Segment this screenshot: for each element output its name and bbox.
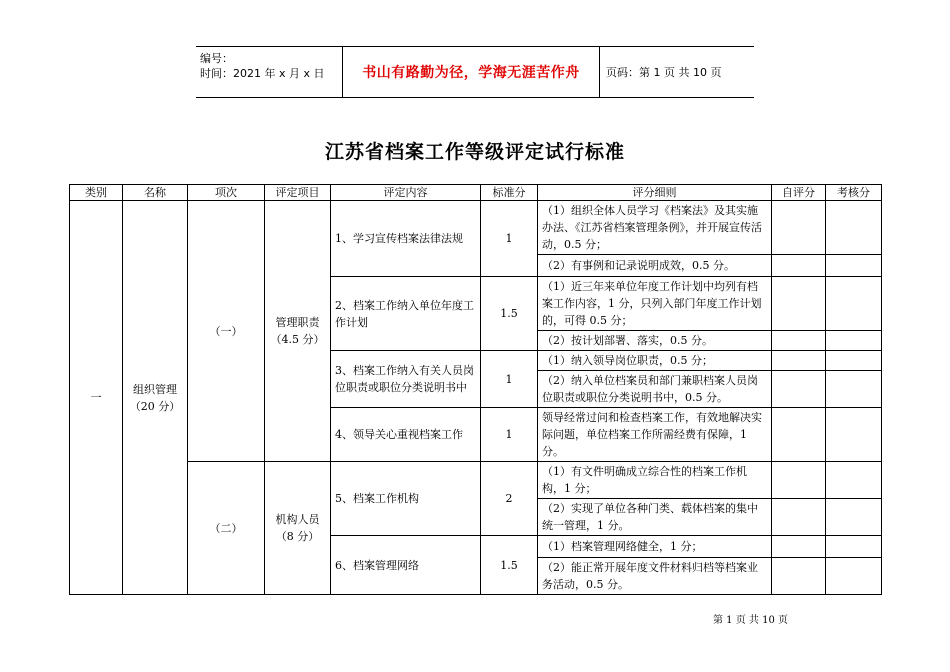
self-score-cell (772, 462, 826, 499)
content-cell: 1、学习宣传档案法律法规 (331, 201, 481, 277)
col-header: 评定内容 (331, 185, 481, 201)
rule-cell: （1）有文件明确成立综合性的档案工作机构，1 分； (538, 462, 772, 499)
date-line: 时间：2021 年 x 月 x 日 (200, 67, 325, 80)
table-row (70, 201, 882, 255)
score-cell: 1 (481, 408, 538, 462)
self-score-cell (772, 351, 826, 371)
review-score-cell (826, 201, 882, 255)
self-score-cell (772, 499, 826, 536)
score-cell: 1 (481, 201, 538, 277)
rule-cell: （1）档案管理网络健全，1 分； (538, 536, 772, 558)
col-header: 评定项目 (265, 185, 331, 201)
rule-cell: （2）纳入单位档案员和部门兼职档案人员岗位职责或职位分类说明书中，0.5 分。 (538, 371, 772, 408)
review-score-cell (826, 277, 882, 331)
self-score-cell (772, 277, 826, 331)
review-score-cell (826, 462, 882, 499)
category-cell: 一 (70, 201, 123, 595)
self-score-cell (772, 558, 826, 595)
review-score-cell (826, 255, 882, 277)
rule-cell: （1）组织全体人员学习《档案法》及其实施办法、《江苏省档案管理条例》，并开展宣传活动，0.5 分； (538, 201, 772, 255)
self-score-cell (772, 255, 826, 277)
score-cell: 1 (481, 351, 538, 408)
content-cell: 3、档案工作纳入有关人员岗位职责或职位分类说明书中 (331, 351, 481, 408)
header-meta (200, 51, 340, 81)
self-score-cell (772, 371, 826, 408)
col-header: 标准分 (481, 185, 538, 201)
content-cell: 4、领导关心重视档案工作 (331, 408, 481, 462)
rule-cell: （2）按计划部署、落实，0.5 分。 (538, 331, 772, 351)
review-score-cell (826, 536, 882, 558)
col-header: 考核分 (826, 185, 882, 201)
item-cell: 管理职责 （4.5 分） (265, 201, 331, 462)
review-score-cell (826, 371, 882, 408)
rule-cell: （2）实现了单位各种门类、载体档案的集中统一管理，1 分。 (538, 499, 772, 536)
content-cell: 6、档案管理网络 (331, 536, 481, 595)
self-score-cell (772, 331, 826, 351)
score-cell: 1.5 (481, 536, 538, 595)
review-score-cell (826, 331, 882, 351)
col-header: 名称 (123, 185, 188, 201)
number-label: 编号： (200, 52, 233, 65)
table-header-row (70, 185, 882, 201)
rule-cell: （2）有事例和记录说明成效，0.5 分。 (538, 255, 772, 277)
col-header: 自评分 (772, 185, 826, 201)
header-motto: 书山有路勤为径，学海无涯苦作舟 (342, 47, 600, 97)
score-cell: 2 (481, 462, 538, 536)
review-score-cell (826, 558, 882, 595)
item-cell: 机构人员 （8 分） (265, 462, 331, 595)
document-title: 江苏省档案工作等级评定试行标准 (324, 141, 625, 163)
index-cell: （一） (188, 201, 265, 462)
content-cell: 5、档案工作机构 (331, 462, 481, 536)
page-footer: 第 1 页 共 10 页 (713, 615, 788, 626)
name-cell: 组织管理 （20 分） (123, 201, 188, 595)
content-cell: 2、档案工作纳入单位年度工作计划 (331, 277, 481, 351)
self-score-cell (772, 201, 826, 255)
col-header: 类别 (70, 185, 123, 201)
rule-cell: 领导经常过问和检查档案工作，有效地解决实际问题，单位档案工作所需经费有保障，1 分。 (538, 408, 772, 462)
review-score-cell (826, 351, 882, 371)
rule-cell: （2）能正常开展年度文件材料归档等档案业务活动，0.5 分。 (538, 558, 772, 595)
index-cell: （二） (188, 462, 265, 595)
self-score-cell (772, 408, 826, 462)
header-page-info: 页码：第 1 页 共 10 页 (606, 66, 722, 79)
review-score-cell (826, 408, 882, 462)
score-cell: 1.5 (481, 277, 538, 351)
standards-table (69, 184, 882, 595)
col-header: 评分细则 (538, 185, 772, 201)
rule-cell: （1）近三年来单位年度工作计划中均列有档案工作内容，1 分，只列入部门年度工作计划的，可得 0.5 分； (538, 277, 772, 331)
page-header (196, 46, 754, 98)
review-score-cell (826, 499, 882, 536)
rule-cell: （1）纳入领导岗位职责，0.5 分； (538, 351, 772, 371)
table-row (70, 462, 882, 499)
self-score-cell (772, 536, 826, 558)
col-header: 项次 (188, 185, 265, 201)
